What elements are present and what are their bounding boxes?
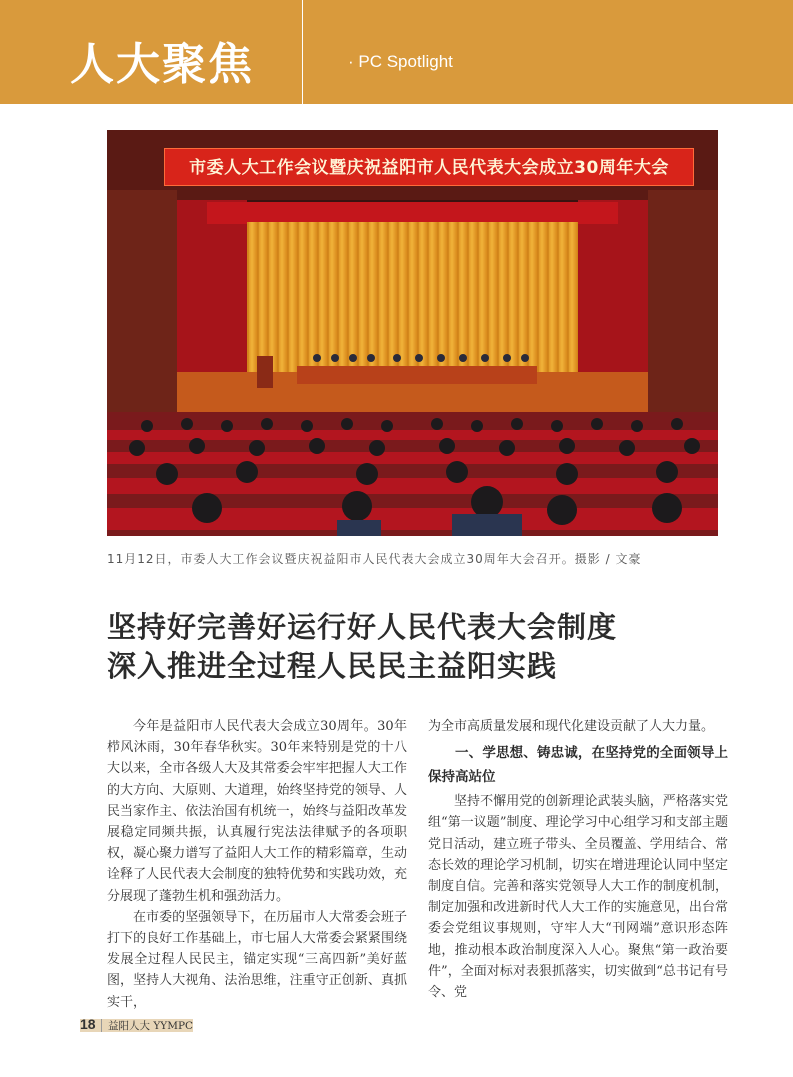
meeting-photo-illustration xyxy=(107,130,718,536)
article-headline xyxy=(107,608,617,686)
section-heading: 一、学思想、铸忠诚，在坚持党的全面领导上保持高站位 xyxy=(428,745,728,786)
section-title: 人大聚焦 xyxy=(70,39,254,90)
meeting-banner: 市委人大工作会议暨庆祝益阳市人民代表大会成立30周年大会 xyxy=(164,148,694,186)
headline-line-1: 坚持好完善好运行好人民代表大会制度 xyxy=(107,610,618,644)
article-column-left xyxy=(107,716,407,1013)
magazine-name: 益阳人大 YYMPC xyxy=(108,1020,194,1032)
body-paragraph: 在市委的坚强领导下，在历届市人大常委会班子打下的良好工作基础上，市七届人大常委会紧紧围绕发展全过程人民民主，锚定实现“三高四新”美好蓝图，坚持人大视角、法治思维，注重守正创新、真抓实干， xyxy=(107,909,407,1010)
photo-caption: 11月12日，市委人大工作会议暨庆祝益阳市人民代表大会成立30周年大会召开。摄影 / 文豪 xyxy=(107,552,642,566)
body-paragraph: 今年是益阳市人民代表大会成立30周年。30年栉风沐雨，30年春华秋实。30年来特别是党的十八大以来，全市各级人大及其常委会牢牢把握人大工作的大方向、大原则、大道理，始终坚持党的领导、人民当家作主、依法治国有机统一，始终与益阳改革发展稳定同频共振，认真履行宪法法律赋予的各项职权，凝心聚力谱写了益阳人大工作的精彩篇章，生动诠释了人民代表大会制度的独特优势和实践功效，充分展现了蓬勃生机和强劲活力。 xyxy=(107,719,407,904)
article-column-right xyxy=(428,716,728,1003)
section-header-band xyxy=(0,0,793,104)
header-divider xyxy=(302,0,303,104)
body-paragraph: 坚持不懈用党的创新理论武装头脑，严格落实党组“第一议题”制度、理论学习中心组学习和支部主题党日活动，建立班子带头、全员覆盖、学用结合、常态长效的理论学习机制，切实在增进理论认同中坚定制度自信。完善和落实党领导人大工作的制度机制，制定加强和改进新时代人大工作的实施意见，出台常委会党组议事规则，守牢人大“刊网端”意识形态阵地，推动根本政治制度深入人心。聚焦“第一政治要件”，全面对标对表狠抓落实，切实做到“总书记有号令、党 xyxy=(428,794,728,1001)
section-subtitle: · PC Spotlight xyxy=(348,52,453,71)
page-number: 18 xyxy=(80,1016,96,1032)
headline-line-2: 深入推进全过程人民民主益阳实践 xyxy=(107,649,558,683)
meeting-photo xyxy=(107,130,718,536)
body-paragraph-continued: 为全市高质量发展和现代化建设贡献了人大力量。 xyxy=(428,719,715,734)
footer-divider xyxy=(101,1019,102,1032)
